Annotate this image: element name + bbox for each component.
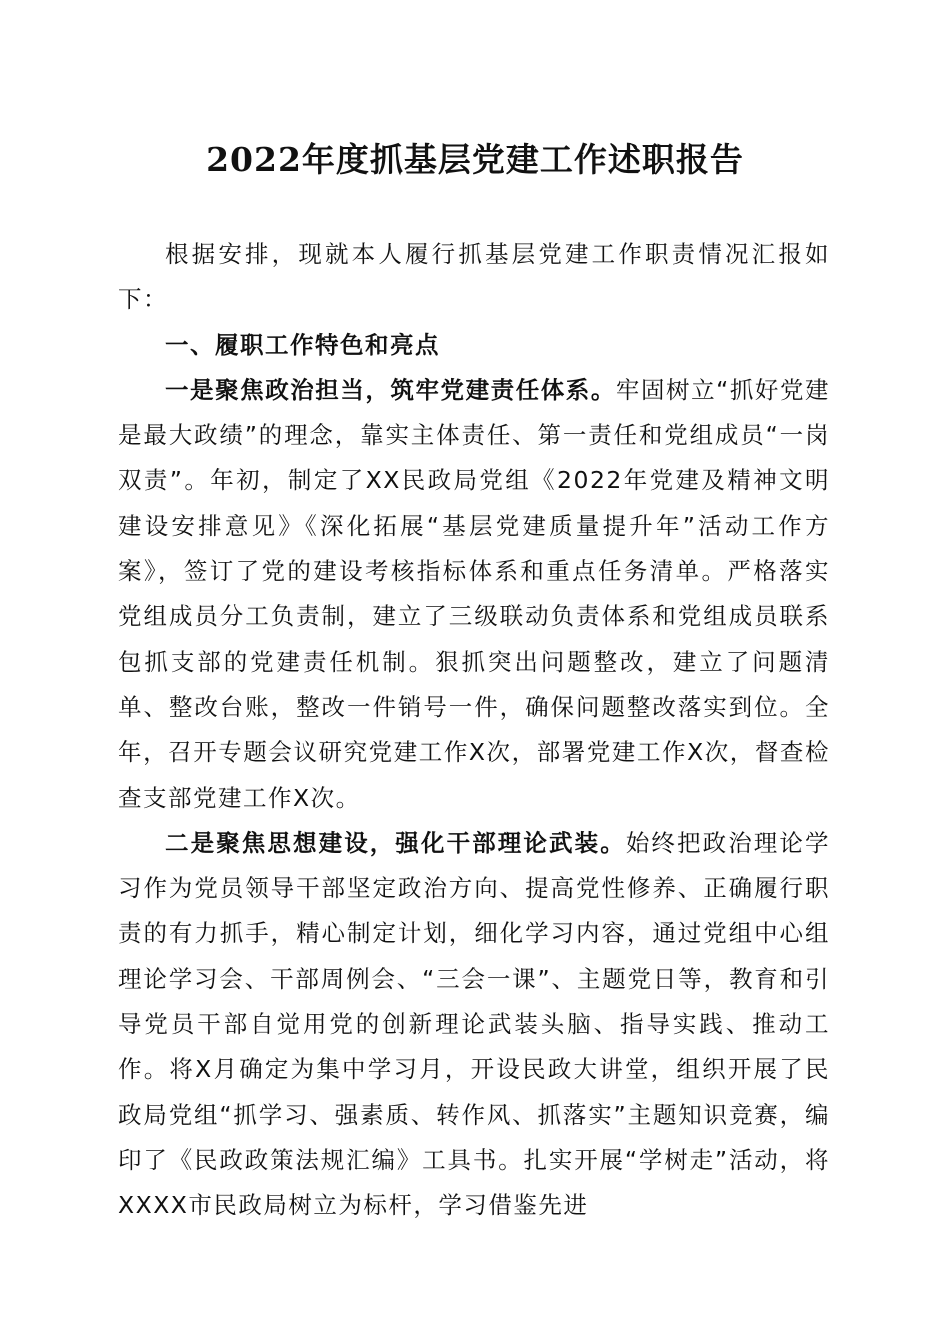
paragraph-2-lead: 二是聚焦思想建设，强化干部理论武装。	[165, 828, 626, 857]
paragraph-1-lead: 一是聚焦政治担当，筑牢党建责任体系。	[165, 375, 616, 404]
intro-paragraph: 根据安排，现就本人履行抓基层党建工作职责情况汇报如下：	[118, 240, 830, 314]
paragraph-1	[118, 368, 830, 821]
paragraph-2	[118, 821, 830, 1229]
section-heading: 一、履职工作特色和亮点	[165, 330, 440, 359]
paragraph-2-body: 始终把政治理论学习作为党员领导干部坚定政治方向、提高党性修养、正确履行职责的有力抓手，精心制定计划，细化学习内容，通过党组中心组理论学习会、干部周例会、“三会一课”、主题党日等，教育和引导党员干部自觉用党的创新理论武装头脑、指导实践、推动工作。将X月确定为集中学习月，开设民政大讲堂，组织开展了民政局党组“抓学习、强素质、转作风、抓落实”主题知识竞赛，编印了《民政政策法规汇编》工具书。扎实开展“学树走”活动，将XXXX市民政局树立为标杆，学习借鉴先进	[118, 828, 831, 1220]
paragraph-1-body: 牢固树立“抓好党建是最大政绩”的理念，靠实主体责任、第一责任和党组成员“一岗双责”。年初，制定了XX民政局党组《2022年党建及精神文明建设安排意见》《深化拓展“基层党建质量提升年”活动工作方案》，签订了党的建设考核指标体系和重点任务清单。严格落实党组成员分工负责制，建立了三级联动负责体系和党组成员联系包抓支部的党建责任机制。狠抓突出问题整改，建立了问题清单、整改台账，整改一件销号一件，确保问题整改落实到位。全年，召开专题会议研究党建工作X次，部署党建工作X次，督查检查支部党建工作X次。	[118, 375, 831, 812]
document-body	[118, 232, 830, 1229]
document-title: 2022年度抓基层党建工作述职报告	[206, 140, 744, 179]
